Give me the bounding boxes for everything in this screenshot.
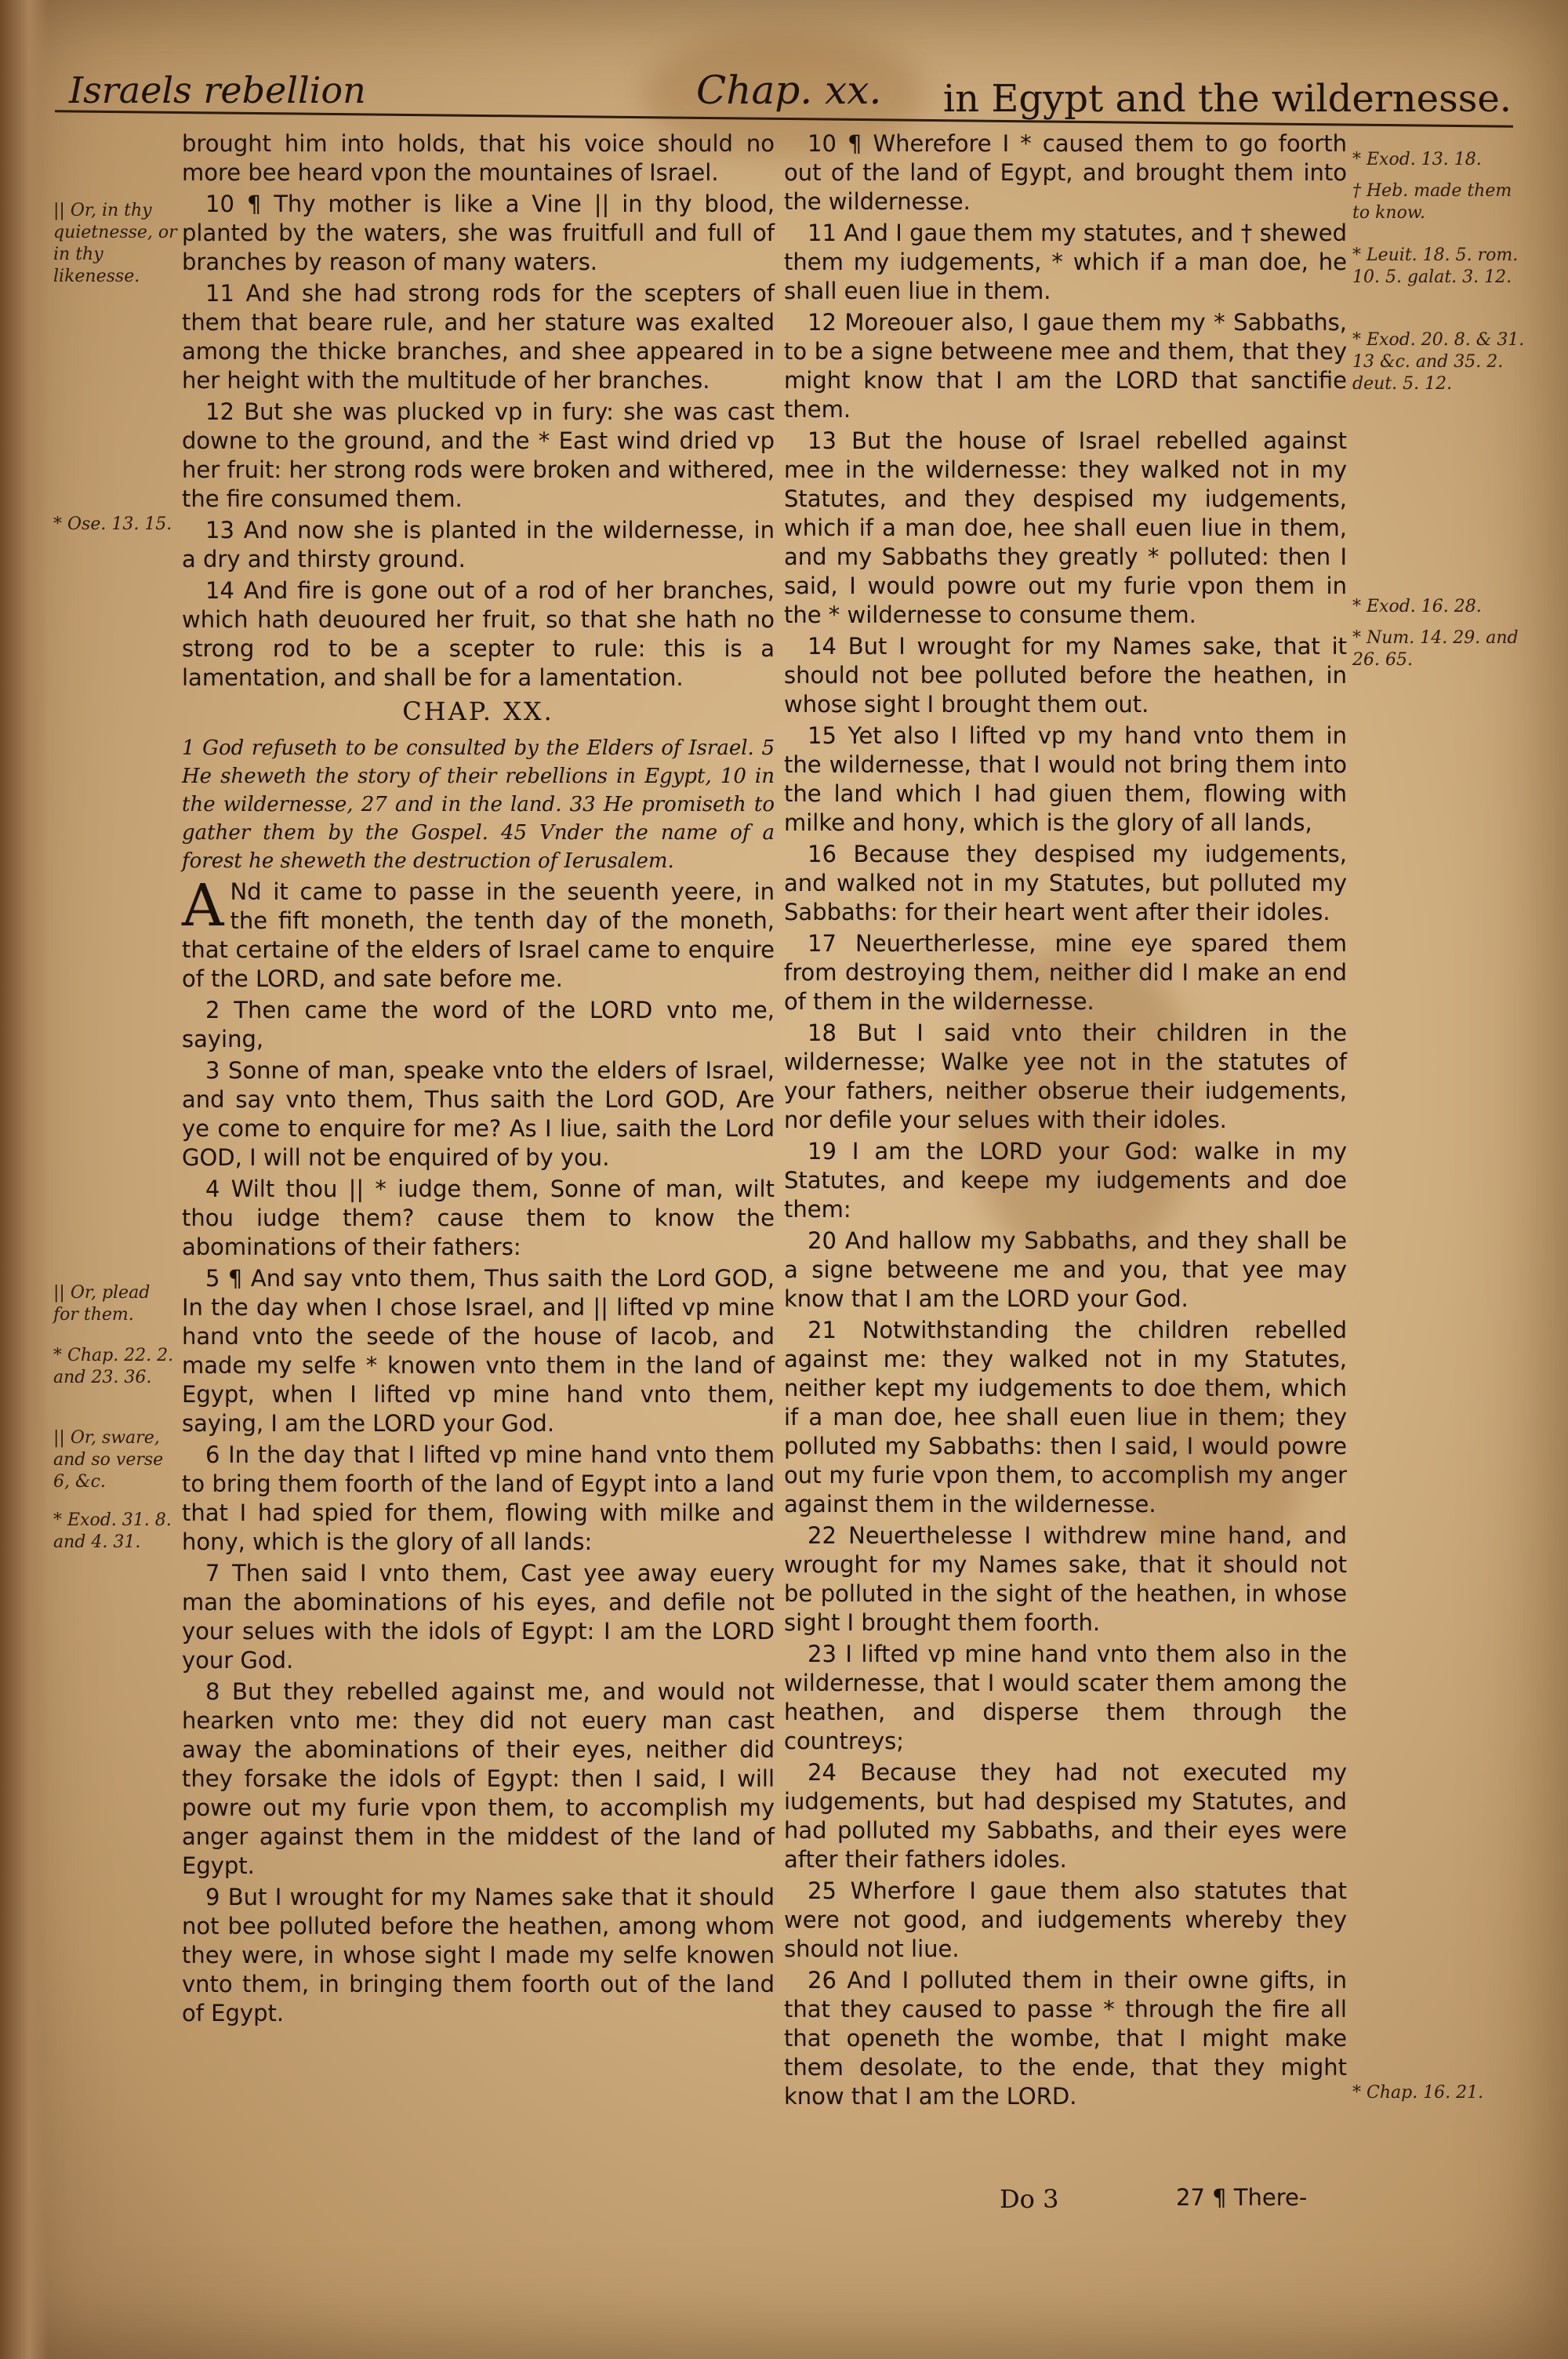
header-right: in Egypt and the wildernesse.	[942, 77, 1512, 121]
verse: 11 And she had strong rods for the scepters of them that beare rule, and her stature was exalted among the thicke branches, and shee appeared in her height with the multitude of her branches.	[182, 280, 775, 394]
verse: 12 But she was plucked vp in fury: she was cast downe to the ground, and the * East wind dried vp her fruit: her strong rods were broken and withered, the fire consumed them.	[182, 398, 775, 512]
verse: 17 Neuertherlesse, mine eye spared them from destroying them, neither did I make an end of them in the wildernesse.	[784, 930, 1347, 1015]
verse: 9 But I wrought for my Names sake that it should not bee polluted before the heathen, among whom they were, in whose sight I made my selfe knowen vnto them, in bringing them foorth out of the land of Egypt.	[182, 1884, 775, 2026]
margin-note: * Ose. 13. 15.	[53, 514, 172, 534]
chapter-heading: CHAP. XX.	[402, 696, 554, 726]
verse: 21 Notwithstanding the children rebelled against me: they walked not in my Statutes, neither kept my iudgements to doe them, which if a man doe, hee shall euen liue in them; they polluted my Sabbaths: then I said, I would powre out my furie vpon them, to accomplish my anger against them in the wildernesse.	[784, 1317, 1347, 1518]
verse: 20 And hallow my Sabbaths, and they shall be a signe betweene me and you, that yee may know that I am the LORD your God.	[784, 1227, 1347, 1312]
margin-note: || Or, sware, and so verse 6, &c.	[53, 1428, 164, 1492]
header-chapter: Chap. xx.	[696, 67, 882, 113]
verse: 26 And I polluted them in their owne gifts, in that they caused to passe * through the fire all that openeth the wombe, that I might make them desolate, to the ende, that they might know that I am the LORD.	[784, 1967, 1347, 2110]
verse: 16 Because they despised my iudgements, and walked not in my Statutes, but polluted my Sabbaths: for their heart went after their idoles.	[784, 841, 1347, 925]
margin-note: * Exod. 13. 18.	[1352, 150, 1482, 169]
margin-note: || Or, plead for them.	[53, 1283, 151, 1325]
margin-note: * Chap. 22. 2. and 23. 36.	[53, 1346, 174, 1387]
verse	[182, 872, 775, 994]
verse: 19 I am the LORD your God: walke in my Statutes, and keepe my iudgements and doe them:	[784, 1138, 1347, 1223]
margin-note: * Exod. 16. 28.	[1352, 597, 1482, 616]
chapter-summary: 1 God refuseth to be consulted by the Elders of Israel. 5 He sheweth the story of their rebellions in Egypt, 10 in the wildernesse, 27 and in the land. 33 He promiseth to gather them by the Gospel. 45 Vnder the name of a forest he sheweth the destruction of Ierusalem.	[182, 736, 775, 873]
verse: 4 Wilt thou || * iudge them, Sonne of man, wilt thou iudge them? cause them to know the abominations of their fathers:	[182, 1176, 775, 1260]
verse: 6 In the day that I lifted vp mine hand vnto them to bring them foorth of the land of Egypt into a land that I had spied for them, flowing with milke and hony, which is the glory of all lands:	[182, 1441, 775, 1555]
verse: 2 Then came the word of the LORD vnto me, saying,	[182, 997, 775, 1052]
margin-note: † Heb. made them to know.	[1352, 181, 1512, 223]
verse: 15 Yet also I lifted vp my hand vnto them in the wildernesse, that I would not bring them into the land which I had giuen them, flowing with milke and hony, which is the glory of all lands,	[784, 722, 1347, 836]
verse: 18 But I said vnto their children in the wildernesse; Walke yee not in the statutes of your fathers, neither obserue their iudgements, nor defile your selues with their idoles.	[784, 1020, 1347, 1133]
verse: 8 But they rebelled against me, and would not hearken vnto me: they did not euery man cast away the abominations of their eyes, neither did they forsake the idols of Egypt: then I said, I will powre out my furie vpon them, to accomplish my anger against them in the middest of the land of Egypt.	[182, 1678, 775, 1879]
verse: brought him into holds, that his voice should no more bee heard vpon the mountaines of Israel.	[182, 130, 775, 186]
verse: 5 ¶ And say vnto them, Thus saith the Lord GOD, In the day when I chose Israel, and || lifted vp mine hand vnto the seede of the house of Iacob, and made my selfe * knowen vnto them in the land of Egypt, when I lifted vp mine hand vnto them, saying, I am the LORD your God.	[182, 1265, 775, 1437]
margin-note: * Exod. 31. 8. and 4. 31.	[53, 1510, 172, 1552]
catchword: 27 ¶ There-	[1176, 2184, 1308, 2211]
margin-note: * Num. 14. 29. and 26. 65.	[1352, 628, 1519, 670]
verse: 12 Moreouer also, I gaue them my * Sabbaths, to be a signe betweene mee and them, that they might know that I am the LORD that sanctifie them.	[784, 309, 1347, 423]
signature-mark: Do 3	[1000, 2184, 1059, 2214]
header-left: Israels rebellion	[69, 69, 366, 111]
verse: 3 Sonne of man, speake vnto the elders of Israel, and say vnto them, Thus saith the Lord GOD, Are ye come to enquire for me? As I liue, saith the Lord GOD, I will not be enquired of by you.	[182, 1057, 775, 1171]
verse: 7 Then said I vnto them, Cast yee away euery man the abominations of his eyes, and defile not your selues with the idols of Egypt: I am the LORD your God.	[182, 1560, 775, 1674]
margin-note: * Chap. 16. 21.	[1352, 2083, 1484, 2103]
verse: 14 And fire is gone out of a rod of her branches, which hath deuoured her fruit, so that she hath no strong rod to be a scepter to rule: this is a lamentation, and shall be for a lamentation.	[182, 577, 775, 691]
verse: 24 Because they had not executed my iudgements, but had despised my Statutes, and had polluted my Sabbaths, and their eyes were after their fathers idoles.	[784, 1759, 1347, 1873]
page-gutter	[0, 0, 49, 2359]
verse: 13 But the house of Israel rebelled against mee in the wildernesse: they walked not in my Statutes, and they despised my iudgements, which if a man doe, hee shall euen liue in them, and my Sabbaths they greatly * polluted: then I said, I would powre out my furie vpon them in the * wildernesse to consume them.	[784, 427, 1347, 628]
verse: 22 Neuerthelesse I withdrew mine hand, and wrought for my Names sake, that it should not be polluted in the sight of the heathen, in whose sight I brought them foorth.	[784, 1522, 1347, 1636]
verse: 10 ¶ Wherefore I * caused them to go foorth out of the land of Egypt, and brought them into the wildernesse.	[784, 130, 1347, 215]
left-column	[182, 129, 775, 2028]
margin-note: * Exod. 20. 8. & 31. 13 &c. and 35. 2. deut. 5. 12.	[1352, 330, 1525, 394]
verse: 10 ¶ Thy mother is like a Vine || in thy blood, planted by the waters, she was fruitfull and full of branches by reason of many waters.	[182, 191, 775, 275]
margin-note: * Leuit. 18. 5. rom. 10. 5. galat. 3. 12.	[1352, 245, 1519, 287]
verse: 11 And I gaue them my statutes, and † shewed them my iudgements, * which if a man doe, he shall euen liue in them.	[784, 220, 1347, 304]
margin-note: || Or, in thy quietnesse, or in thy likenesse.	[53, 201, 177, 286]
verse-text: Nd it came to passe in the seuenth yeere, in the fift moneth, the tenth day of the moneth, that certaine of the elders of Israel came to enquire of the LORD, and sate before me.	[182, 878, 775, 992]
right-column	[784, 129, 1347, 2111]
drop-cap: A	[182, 872, 224, 940]
verse: 14 But I wrought for my Names sake, that it should not bee polluted before the heathen, in whose sight I brought them out.	[784, 633, 1347, 718]
verse: 25 Wherfore I gaue them also statutes that were not good, and iudgements whereby they should not liue.	[784, 1877, 1347, 1962]
verse: 13 And now she is planted in the wildernesse, in a dry and thirsty ground.	[182, 517, 775, 572]
verse: 23 I lifted vp mine hand vnto them also in the wildernesse, that I would scater them among the heathen, and disperse them through the countreys;	[784, 1641, 1347, 1754]
